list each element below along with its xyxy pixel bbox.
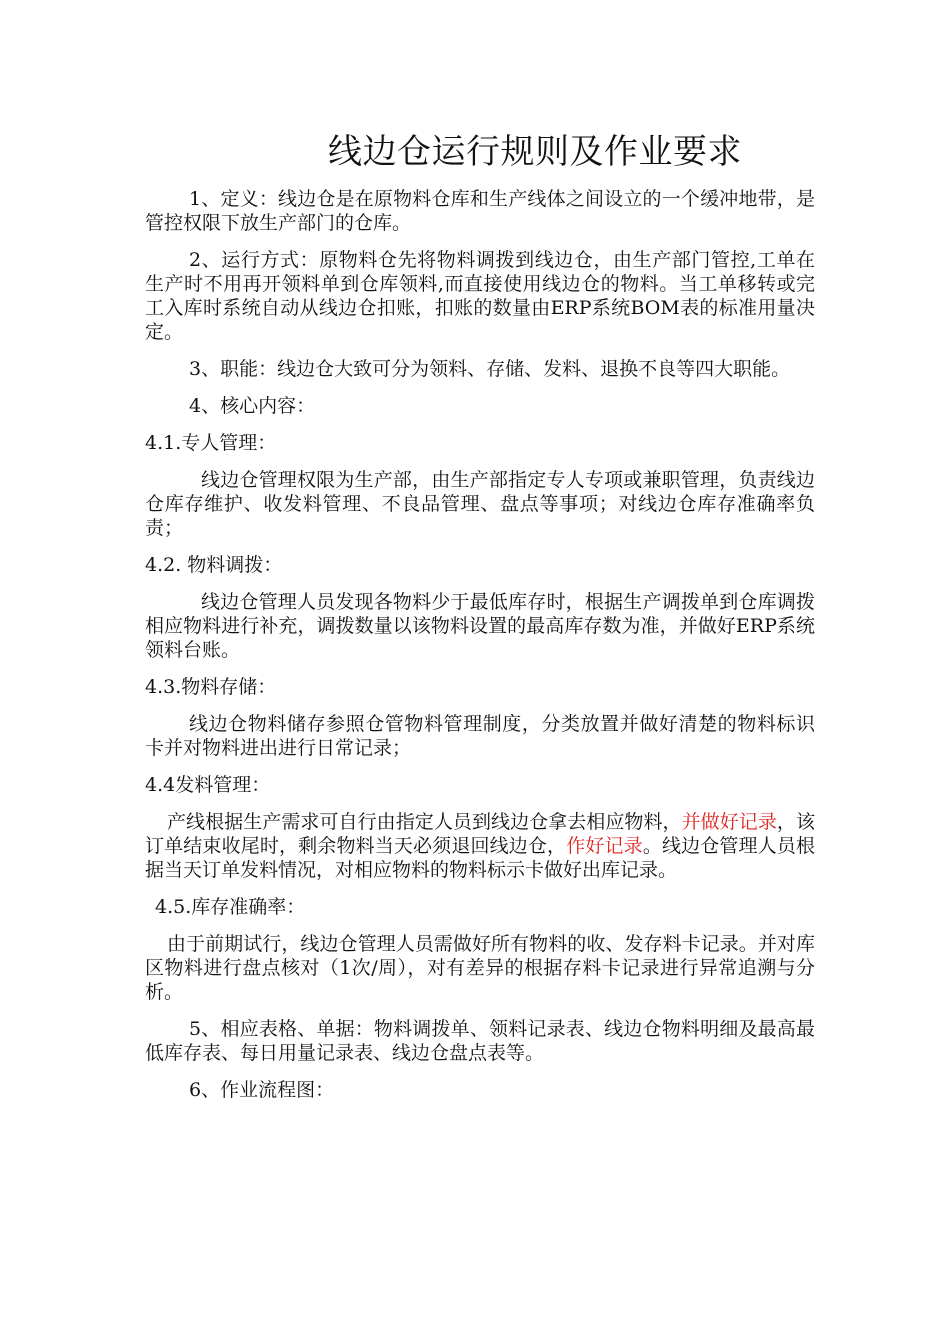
paragraph-4-1: 线边仓管理权限为生产部，由生产部指定专人专项或兼职管理，负责线边仓库存维护、收发料管理、不良品管理、盘点等事项；对线边仓库存准确率负责； — [145, 469, 815, 539]
heading-4-4: 4.4发料管理： — [145, 774, 271, 796]
document-title: 线边仓运行规则及作业要求 — [328, 132, 742, 172]
paragraph-4-2: 线边仓管理人员发现各物料少于最低库存时，根据生产调拨单到仓库调拨相应物料进行补充，调拨数量以该物料设置的最高库存数为准，并做好ERP系统领料台账。 — [145, 591, 815, 661]
highlight-text: 作好记录 — [566, 835, 643, 857]
paragraph-flowchart: 6、作业流程图： — [189, 1079, 335, 1101]
heading-4-3: 4.3.物料存储： — [145, 676, 277, 698]
heading-4-1: 4.1.专人管理： — [145, 432, 277, 454]
text-segment: ，该订单结束收尾时，剩余物料当天必须退回线边仓， — [145, 811, 815, 857]
paragraph-functions: 3、职能：线边仓大致可分为领料、存储、发料、退换不良等四大职能。 — [189, 358, 791, 380]
paragraph-4-5: 由于前期试行，线边仓管理人员需做好所有物料的收、发存料卡记录。并对库区物料进行盘点核对（1次/周），对有差异的根据存料卡记录进行异常追溯与分析。 — [145, 933, 815, 1003]
paragraph-core-content: 4、核心内容： — [189, 395, 316, 417]
paragraph-4-4 — [145, 810, 815, 882]
text-segment: 。线边仓管理人员根据当天订单发料情况，对相应物料的物料标示卡做好出库记录。 — [145, 835, 815, 881]
heading-4-5: 4.5.库存准确率： — [155, 896, 306, 918]
paragraph-4-3: 线边仓物料储存参照仓管物料管理制度，分类放置并做好清楚的物料标识卡并对物料进出进行日常记录； — [145, 713, 815, 759]
text-segment: 产线根据生产需求可自行由指定人员到线边仓拿去相应物料， — [167, 811, 682, 833]
highlight-text: 并做好记录 — [681, 811, 777, 833]
paragraph-operation-mode: 2、运行方式：原物料仓先将物料调拨到线边仓，由生产部门管控,工单在生产时不用再开领料单到仓库领料,而直接使用线边仓的物料。当工单移转或完工入库时系统自动从线边仓扣账，扣账的数量由ERP系统BOM表的标准用量决定。 — [145, 249, 815, 343]
heading-4-2: 4.2. 物料调拨： — [145, 554, 283, 576]
paragraph-forms: 5、相应表格、单据：物料调拨单、领料记录表、线边仓物料明细及最高最低库存表、每日用量记录表、线边仓盘点表等。 — [145, 1018, 815, 1064]
paragraph-definition: 1、定义：线边仓是在原物料仓库和生产线体之间设立的一个缓冲地带，是管控权限下放生产部门的仓库。 — [145, 188, 815, 234]
document-body — [145, 187, 815, 1115]
